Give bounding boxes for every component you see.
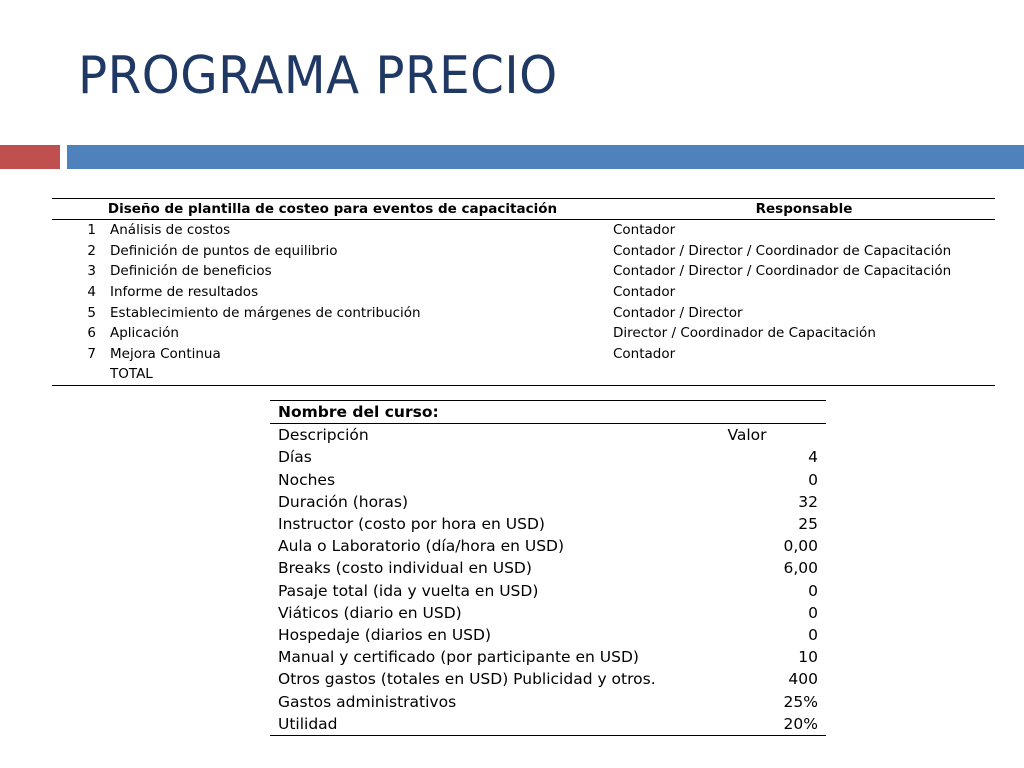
- cost-value: 25: [798, 515, 818, 534]
- table-row: [52, 323, 995, 344]
- row-description: Definición de beneficios: [110, 263, 272, 280]
- cost-value: 4: [808, 448, 818, 467]
- cost-table-columns: [270, 424, 826, 447]
- row-description: Mejora Continua: [110, 345, 221, 362]
- table-row: [270, 491, 826, 513]
- row-responsible: Contador: [613, 284, 676, 301]
- cost-label: Instructor (costo por hora en USD): [278, 515, 545, 534]
- table-row: [270, 446, 826, 468]
- row-description: Establecimiento de márgenes de contribución: [110, 304, 421, 321]
- table-row: [270, 557, 826, 579]
- cost-label: Duración (horas): [278, 492, 409, 511]
- accent-band-red: [0, 145, 60, 169]
- col-desc-header: Descripción: [278, 426, 369, 445]
- cost-value: 0: [808, 470, 818, 489]
- table-row: [52, 344, 995, 365]
- cost-table-title-row: [270, 401, 826, 424]
- table-row: [270, 535, 826, 557]
- cost-label: Hospedaje (diarios en USD): [278, 625, 492, 644]
- cost-label: Aula o Laboratorio (día/hora en USD): [278, 537, 565, 556]
- plan-table-header: [52, 199, 995, 220]
- course-name-label: Nombre del curso:: [270, 401, 826, 424]
- table-row: [52, 241, 995, 262]
- cost-label: Breaks (costo individual en USD): [278, 559, 532, 578]
- cost-label: Pasaje total (ida y vuelta en USD): [278, 581, 539, 600]
- row-number: [52, 364, 110, 385]
- cost-label: Otros gastos (totales en USD) Publicidad y otros.: [278, 670, 656, 689]
- table-row: [52, 302, 995, 323]
- row-number: 1: [87, 222, 96, 239]
- cost-value: 400: [788, 670, 818, 689]
- row-number: 5: [87, 304, 96, 321]
- plan-table: [52, 198, 995, 386]
- table-row: [270, 580, 826, 602]
- table-row: [270, 713, 826, 736]
- row-number: 4: [87, 284, 96, 301]
- cost-value: 0,00: [783, 537, 818, 556]
- cost-label: Manual y certificado (por participante en USD): [278, 648, 639, 667]
- cost-table: [270, 400, 826, 736]
- row-number: 6: [87, 325, 96, 342]
- row-description: Definición de puntos de equilibrio: [110, 242, 338, 259]
- table-row: [52, 261, 995, 282]
- row-description: Informe de resultados: [110, 284, 259, 301]
- cost-value: 25%: [783, 692, 818, 711]
- row-description: Aplicación: [110, 325, 179, 342]
- table-row: [270, 602, 826, 624]
- table-row: [270, 646, 826, 668]
- cost-label: Noches: [278, 470, 336, 489]
- cost-label: Viáticos (diario en USD): [278, 603, 462, 622]
- row-description: TOTAL: [110, 364, 613, 385]
- row-responsible: Contador / Director / Coordinador de Capacitación: [613, 263, 952, 280]
- row-description: Análisis de costos: [110, 222, 231, 239]
- row-responsible: [613, 364, 995, 385]
- row-responsible: Contador / Director / Coordinador de Capacitación: [613, 242, 952, 259]
- table-row: [52, 364, 995, 385]
- cost-value: 6,00: [783, 559, 818, 578]
- cost-value: 20%: [690, 713, 826, 736]
- table-row: [270, 624, 826, 646]
- plan-header-desc: Diseño de plantilla de costeo para eventos de capacitación: [52, 199, 613, 220]
- row-number: 3: [87, 263, 96, 280]
- cost-value: 10: [798, 648, 818, 667]
- row-responsible: Contador / Director: [613, 304, 743, 321]
- slide-title: PROGRAMA PRECIO: [78, 46, 558, 106]
- cost-value: 32: [798, 492, 818, 511]
- table-row: [52, 220, 995, 241]
- row-number: 7: [87, 345, 96, 362]
- table-row: [52, 282, 995, 303]
- row-responsible: Contador: [613, 222, 676, 239]
- cost-label: Gastos administrativos: [278, 692, 457, 711]
- accent-band-blue: [67, 145, 1024, 169]
- table-row: [270, 690, 826, 712]
- table-row: [270, 513, 826, 535]
- row-number: 2: [87, 242, 96, 259]
- col-val-header: Valor: [727, 426, 767, 445]
- cost-label: Utilidad: [270, 713, 690, 736]
- cost-label: Días: [278, 448, 312, 467]
- cost-value: 0: [808, 603, 818, 622]
- plan-header-resp: Responsable: [613, 199, 995, 220]
- cost-value: 0: [808, 625, 818, 644]
- row-responsible: Contador: [613, 345, 676, 362]
- cost-value: 0: [808, 581, 818, 600]
- table-row: [270, 668, 826, 690]
- table-row: [270, 469, 826, 491]
- row-responsible: Director / Coordinador de Capacitación: [613, 325, 876, 342]
